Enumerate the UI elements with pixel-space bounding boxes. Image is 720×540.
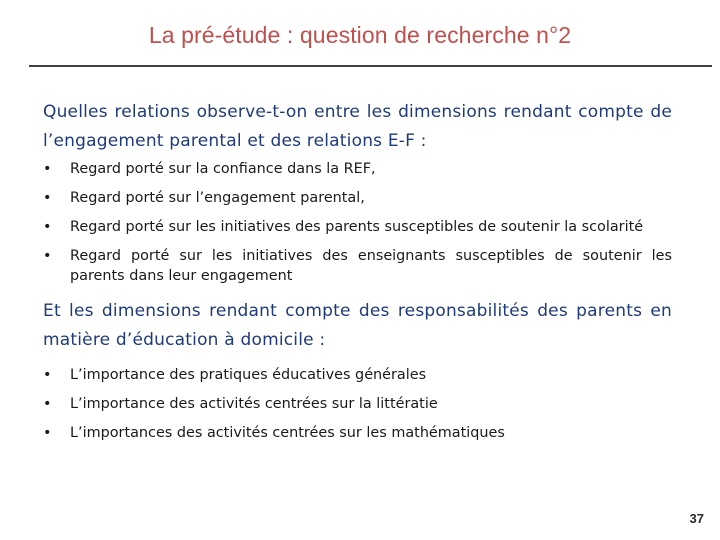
bullet-icon: • bbox=[43, 396, 52, 412]
list-item-text: L’importance des activités centrées sur la littératie bbox=[70, 396, 438, 412]
bullet-icon: • bbox=[43, 367, 52, 383]
bullet-icon: • bbox=[43, 161, 52, 177]
bullet-icon: • bbox=[43, 190, 52, 206]
list-item bbox=[43, 189, 672, 209]
list-item bbox=[43, 361, 672, 390]
bullet-icon: • bbox=[43, 425, 52, 441]
list-item-text: L’importance des pratiques éducatives générales bbox=[70, 367, 427, 383]
bullet-icon: • bbox=[43, 219, 52, 235]
list-item-text: Regard porté sur les initiatives des enseignants susceptibles de soutenir les parents dans leur engagement bbox=[70, 248, 672, 284]
section-heading-responsibilities: Et les dimensions rendant compte des responsabilités des parents en matière d’éducation à domicile : bbox=[43, 301, 672, 350]
list-item-text: Regard porté sur la confiance dans la REF, bbox=[70, 161, 376, 177]
list-item-text: Regard porté sur l’engagement parental, bbox=[70, 190, 365, 206]
slide-title: La pré-étude : question de recherche n°2 bbox=[148, 22, 572, 48]
list-item-text: Regard porté sur les initiatives des parents susceptibles de soutenir la scolarité bbox=[70, 219, 644, 235]
list-item bbox=[43, 390, 672, 419]
title-divider bbox=[29, 65, 712, 67]
list-item bbox=[43, 247, 672, 286]
section-heading-relations: Quelles relations observe-t-on entre les dimensions rendant compte de l’engagement parental et des relations E-F : bbox=[43, 102, 672, 151]
list-item bbox=[43, 419, 672, 448]
list-item bbox=[43, 218, 672, 238]
bullet-icon: • bbox=[43, 248, 52, 264]
slide-content bbox=[43, 98, 672, 448]
page-number: 37 bbox=[689, 511, 704, 526]
bullet-list-relations bbox=[43, 160, 672, 286]
list-item-text: L’importances des activités centrées sur les mathématiques bbox=[70, 425, 505, 441]
bullet-list-responsibilities bbox=[43, 361, 672, 448]
list-item bbox=[43, 160, 672, 180]
